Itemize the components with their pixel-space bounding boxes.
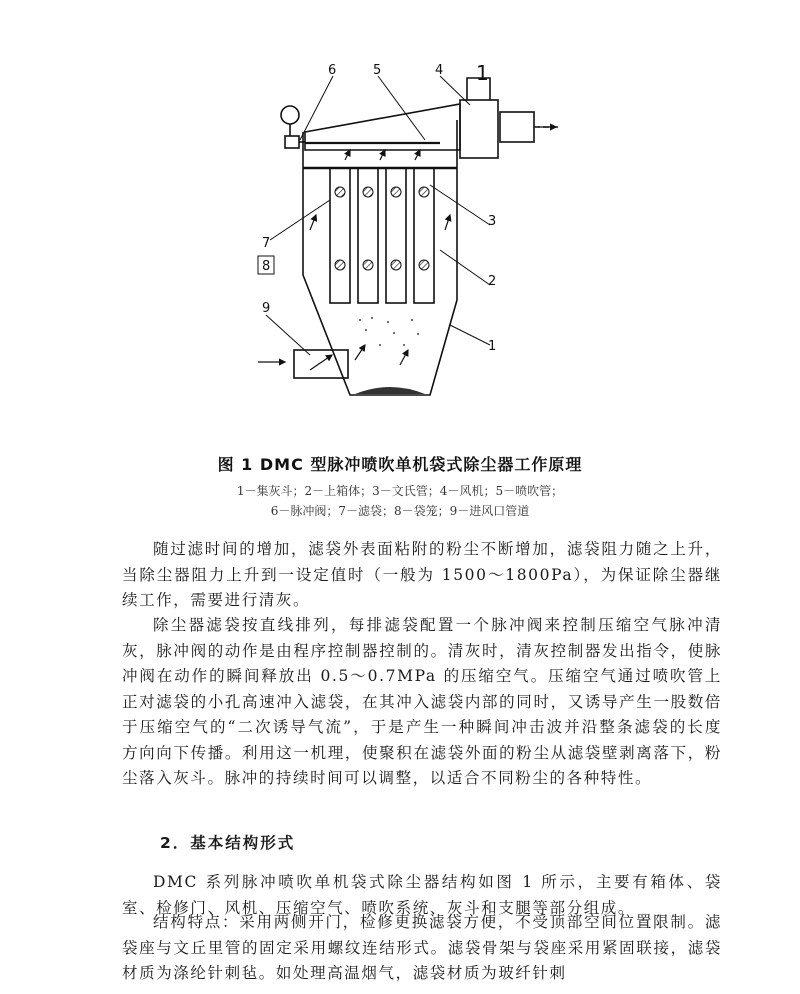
bag-cage-mark	[419, 187, 429, 197]
paragraph-structure-features: 结构特点：采用两侧开门，检修更换滤袋方便，不受顶部空间位置限制。滤袋座与文丘里管的固定采用螺纹连结形式。滤袋骨架与袋座采用紧固联接，滤袋材质为涤纶针刺毡。如处理高温烟气，滤袋材质为玻纤针刺	[122, 913, 722, 982]
bag-cage-mark	[335, 260, 345, 270]
dust-pile	[355, 387, 425, 394]
section-heading: 2．基本结构形式	[160, 834, 296, 852]
paragraph-pulse-cleaning: 除尘器滤袋按直线排列，每排滤袋配置一个脉冲阀来控制压缩空气脉冲清灰，脉冲阀的动作是由程序控制器控制的。清灰时，清灰控制器发出指令，使脉冲阀在动作的瞬间释放出 0.5～0.7MPa 的压缩空气。压缩空气通过喷吹管上正对滤袋的小孔高速冲入滤袋，在其冲入滤袋内部的同时，又诱导产生一股数倍于压缩空气的“二次诱导气流”，于是产生一种瞬间冲击波并沿整条滤袋的长度方向向下传播。利用这一机理，使聚积在滤袋外面的粉尘从滤袋壁剥离落下，粉尘落入灰斗。脉冲的持续时间可以调整，以适合不同粉尘的各种特性。	[122, 616, 722, 787]
bag-cage-mark	[391, 187, 401, 197]
bag-cage-mark	[335, 187, 345, 197]
fan-motor	[500, 112, 534, 142]
bag-cage-mark	[363, 260, 373, 270]
pressure-gauge	[281, 106, 299, 124]
callout-1-hopper: 1	[488, 339, 497, 354]
paragraph-structure: DMC 系列脉冲喷吹单机袋式除尘器结构如图 1 所示，主要有箱体、袋室、检修门、风机、压缩空气、喷吹系统、灰斗和支腿等部分组成。	[122, 873, 722, 917]
paragraph-cleaning-trigger: 随过滤时间的增加，滤袋外表面粘附的粉尘不断增加，滤袋阻力随之上升，当除尘器阻力上升到一设定值时（一般为 1500～1800Pa），为保证除尘器继续工作，需要进行清灰。	[122, 540, 722, 609]
callout-1-top: 1	[476, 61, 489, 85]
callout-7: 7	[262, 236, 271, 251]
bag-cage-mark	[363, 187, 373, 197]
inlet-duct	[294, 350, 348, 378]
callout-8: 8	[262, 259, 271, 274]
bag-cage-mark	[391, 260, 401, 270]
callout-6: 6	[328, 63, 337, 78]
figure-legend-line-1: 1－集灰斗；2－上箱体；3－文氏管；4－风机；5－喷吹管；	[236, 484, 564, 498]
callout-2: 2	[488, 274, 497, 289]
callout-5: 5	[373, 63, 382, 78]
bag-cage-mark	[419, 260, 429, 270]
figure-legend-line-2: 6－脉冲阀；7－滤袋；8－袋笼；9－进风口管道	[270, 504, 530, 518]
callout-3: 3	[488, 214, 497, 229]
figure-title: 图 1 DMC 型脉冲喷吹单机袋式除尘器工作原理	[217, 455, 583, 474]
pulse-valve	[285, 136, 299, 148]
callout-9: 9	[262, 301, 271, 316]
fan-body	[460, 100, 498, 158]
dust-collector-diagram	[0, 0, 800, 440]
callout-4: 4	[435, 63, 444, 78]
